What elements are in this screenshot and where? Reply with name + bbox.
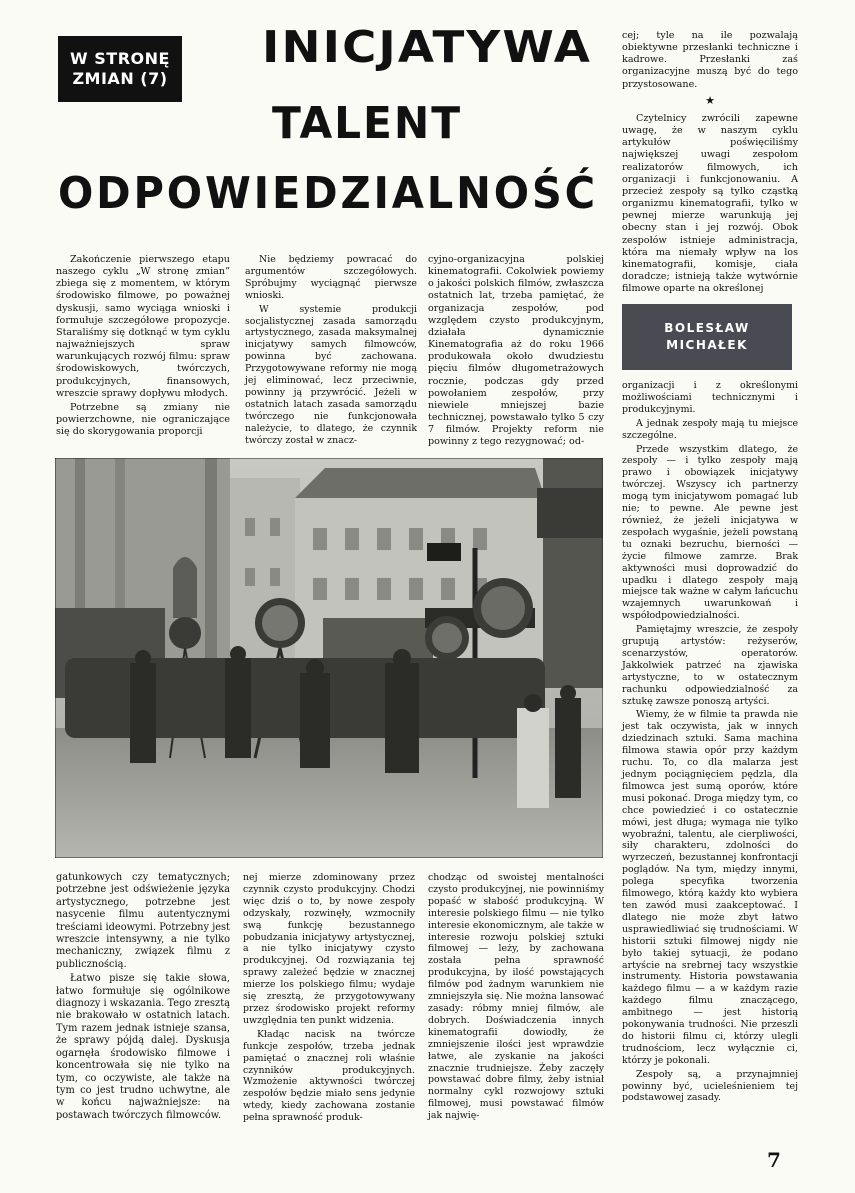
paragraph: nej mierze zdominowany przez czynnik czysto produkcyjny. Chodzi więc dziś o to, by nowe zespoły odzyskały, rozwinęły, wzmocniły swą funkcję bezustannego pobudzania inicjatywy artystycznej, a nie tylko inicjatywy czysto produkcyjnej. Od rozwiązania tej sprawy zależeć będzie w znacznej mierze los polskiego filmu; wydaje się zresztą, że przygotowywany przez środowisko projekt reformy uwzględnia ten punkt widzenia. [243, 872, 415, 1026]
star-separator: ★ [705, 93, 715, 107]
paragraph: W systemie produkcji socjalistycznej zasada samorządu artystycznego, zasada maksymalnej inicjatywy samych filmowców, powinna być zachowana. Przygotowywane reformy nie mogą jej eliminować, lecz przeciwnie, powinny ją przywrócić. Jeżeli w ostatnich latach zasada samorządu twórczego nie funkcjonowała należycie, to dlatego, że czynnik twórczy został w znacz- [245, 303, 417, 446]
paragraph: cyjno-organizacyjna polskiej kinematografii. Cokolwiek powiemy o jakości polskich filmów, zwłaszcza ostatnich lat, trzeba pamiętać, że organizacja zespołów, pod względem czysto produkcyjnym, działała dynamicznie Kinematografia aż do roku 1966 produkowała około dwudziestu pięciu filmów długometrażowych rocznie, podczas gdy przed powołaniem zespołów, przy niewiele mniejszej bazie technicznej, powstawało tylko 5 czy 7 filmów. Projekty reform nie powinny z tego rezygnować; od- [428, 254, 604, 448]
paragraph: cej; tyle na ile pozwalają obiektywne przesłanki techniczne i kadrowe. Przesłanki zaś organizacyjne muszą być do tego przystosowane. [622, 30, 798, 90]
bottom-column-2 [243, 872, 415, 1126]
paragraph: organizacji i z określonymi możliwościami technicznymi i produkcyjnymi. [622, 380, 798, 415]
paragraph: A jednak zespoły mają tu miejsce szczególne. [622, 417, 798, 441]
paragraph: Przede wszystkim dlatego, że zespoły — i tylko zespoły mają prawo i obowiązek inicjatywy twórczej. Wszyscy ich partnerzy mogą tym inicjatywom pomagać lub nie; to pewne. Ale pewne jest również, że jeżeli inicjatywa w zespołach wygaśnie, jeżeli powstaną tu oznaki bezruchu, bierności — życie filmowe zamrze. Brak aktywności musi doprowadzić do upadku i dlatego zespoły mają miejsce tak ważne w całym łańcuchu wzajemnych uwarunkowań i współodpowiedzialności. [622, 443, 798, 622]
right-column-upper [622, 30, 798, 297]
paragraph: Pamiętajmy wreszcie, że zespoły grupują artystów: reżyserów, scenarzystów, operatorów. Jakkolwiek patrzeć na zjawiska artystyczne, to w ostatecznym rachunku odpowiedzialność za sztukę zawsze ponoszą artyści. [622, 624, 798, 707]
author-box [622, 304, 792, 370]
paragraph: Zespoły są, a przynajmniej powinny być, ucieleśnieniem tej podstawowej zasady. [622, 1068, 798, 1104]
headline-line2: TALENT [272, 98, 462, 149]
top-column-1 [56, 254, 230, 440]
page-number: 7 [767, 1148, 781, 1172]
top-column-2 [245, 254, 417, 449]
paragraph: gatunkowych czy tematycznych; potrzebne jest odświeżenie języka artystycznego, potrzebne jest nasycenie filmu autentycznymi treściami ideowymi. Potrzebny jest wreszcie intensywny, a nie tylko mechaniczny, związek filmu z publicznością. [56, 872, 230, 970]
paragraph: chodząc od swoistej mentalności czysto produkcyjnej, nie powinniśmy popaść w słabość produkcyjną. W interesie polskiego filmu — nie tylko interesie ekonomicznym, ale także w interesie rozwoju polskiej sztuki filmowej — leży, by zachowana została pełna sprawność produkcyjna, by ilość powstających filmów pod żadnym warunkiem nie zmniejszyła się. Nie można lansować zasady: róbmy mniej filmów, ale dobrych. Doświadczenia innych kinematografii dowiodły, że zmniejszenie ilości jest wprawdzie łatwe, ale zyskanie na jakości znacznie trudniejsze. Żeby zaczęły powstawać dobre filmy, żeby istniał normalny cykl rozwojowy sztuki filmowej, musi powstawać filmów jak najwię- [428, 872, 604, 1122]
series-label-line2: ZMIAN (7) [72, 69, 168, 88]
bottom-column-1 [56, 872, 230, 1124]
author-first-name: BOLESŁAW [664, 321, 750, 335]
author-last-name: MICHAŁEK [666, 338, 748, 352]
paragraph: Potrzebne są zmiany nie powierzchowne, nie ograniczające się do skorygowania proporcji [56, 401, 230, 438]
paragraph: Zakończenie pierwszego etapu naszego cyklu „W stronę zmian” zbiega się z momentem, w którym środowisko filmowe, po poważnej dyskusji, samo wyciąga wnioski i formułuje szczegółowe propozycje. Staraliśmy się dotknąć w tym cyklu najważniejszych spraw warunkujących rozwój filmu: spraw środowiskowych, twórczych, produkcyjnych, finansowych, wreszcie sprawy dopływu młodych. [56, 254, 230, 399]
photograph-illustration [55, 458, 603, 858]
paragraph: Nie będziemy powracać do argumentów szczegółowych. Spróbujmy wyciągnąć pierwsze wnioski. [245, 254, 417, 301]
top-column-3 [428, 254, 604, 451]
headline-line1: INICJATYWA [262, 22, 592, 73]
paragraph: Kładąc nacisk na twórcze funkcje zespołów, trzeba jednak pamiętać o znacznej roli właśnie czynników produkcyjnych. Wzmożenie aktywności twórczej zespołów będzie miało sens jedynie wtedy, kiedy zachowana zostanie pełna sprawność produk- [243, 1028, 415, 1124]
headline-line3: ODPOWIEDZIALNOŚĆ [58, 168, 598, 219]
series-label-line1: W STRONĘ [70, 49, 170, 68]
paragraph: Czytelnicy zwrócili zapewne uwagę, że w naszym cyklu artykułów poświęciliśmy największej uwagi zespołom realizatorów filmowych, ich organizacji i funkcjonowaniu. A przecież zespoły są tylko cząstką organizmu kinematografii, tylko w pewnej mierze warunkują jej obecny stan i jej rozwój. Obok zespołów istnieje administracja, która ma niemały wpływ na los kinematografii, komisje, ciała doradcze; istnieją także wytwórnie filmowe oparte na określonej [622, 112, 798, 295]
series-label [58, 36, 182, 102]
right-column-lower [622, 380, 798, 1106]
paragraph: Łatwo pisze się takie słowa, łatwo formułuje się ogólnikowe diagnozy i wskazania. Tego zresztą nie brakowało w ostatnich latach. Tym razem jednak istnieje szansa, że sprawy pójdą dalej. Dyskusja ogarnęła środowisko filmowe i koncentrowała się nie tylko na tym, co oczywiste, ale także na tym co jest trudno uchwytne, ale w końcu najważniejsze: na postawach twórczych filmowców. [56, 973, 230, 1121]
bottom-column-3 [428, 872, 604, 1124]
film-set-photograph [55, 458, 603, 858]
paragraph: Wiemy, że w filmie ta prawda nie jest tak oczywista, jak w innych dziedzinach sztuki. Sama machina filmowa stawia opór przy każdym ruchu. To, co dla malarza jest jednym pociągnięciem pędzla, dla filmowca jest sumą oporów, które musi pokonać. Droga między tym, co chce powiedzieć i co ostatecznie mówi, jest długa; wymaga nie tylko wyobraźni, talentu, ale cierpliwości, siły charakteru, zdolności do wyrzeczeń, bezustannej konfrontacji poglądów. Na tym, między innymi, polega specyfika tworzenia filmowego, którą każdy kto wybiera ten zawód musi zaakceptować. I dlatego nie może zbyt łatwo usprawiedliwiać się trudnościami. W historii sztuki filmowej nigdy nie było takiej sytuacji, że podano artyście na srebrnej tacy wszystkie instrumenty. Historia powstawania każdego filmu — a w każdym razie każdego filmu znaczącego, ambitnego — jest historią pokonywania trudności. Nie przeszli do historii filmu ci, którzy ulegli trudnościom, lecz wyłącznie ci, którzy je pokonali. [622, 709, 798, 1066]
